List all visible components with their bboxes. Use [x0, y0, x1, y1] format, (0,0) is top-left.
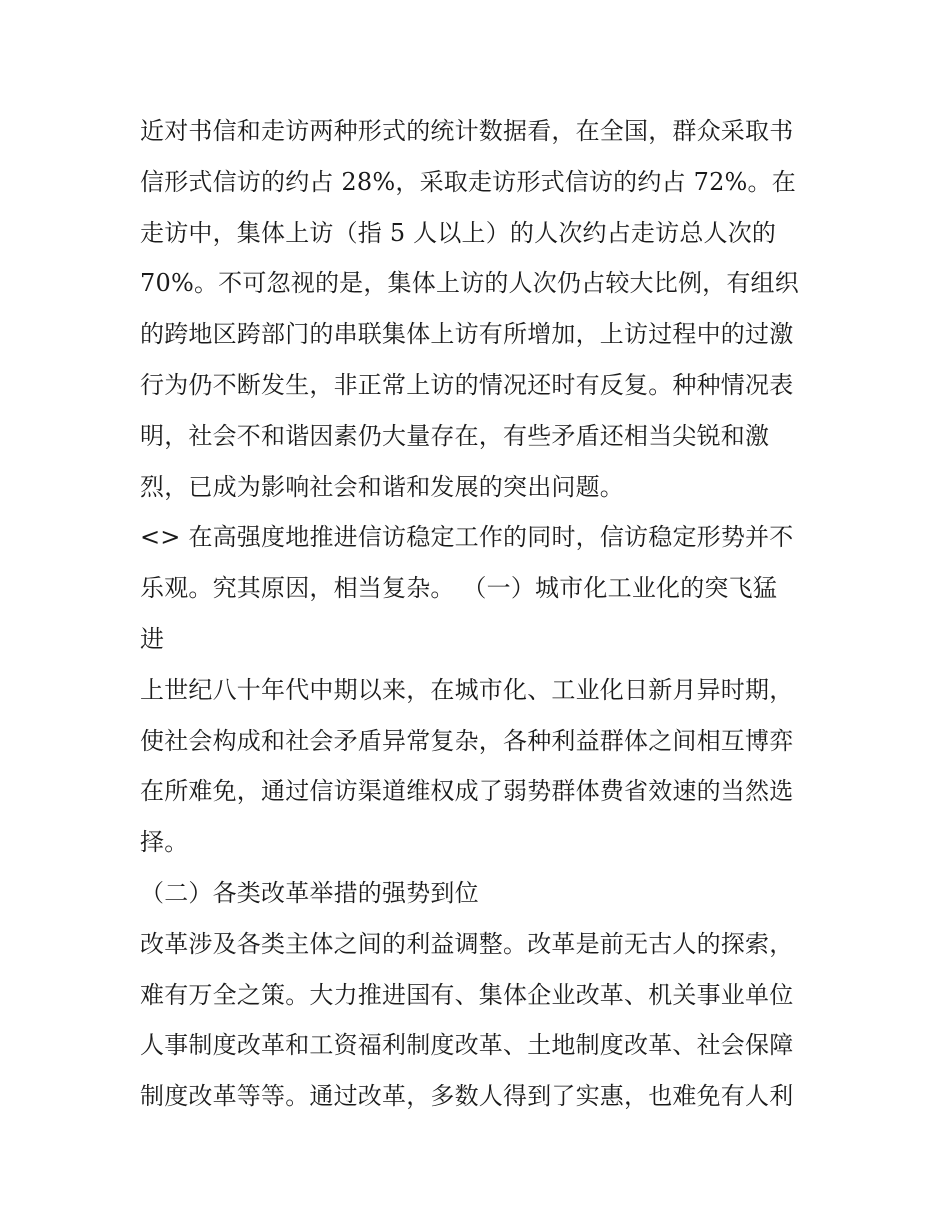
text-line: 使社会构成和社会矛盾异常复杂，各种利益群体之间相互博弈	[140, 726, 794, 755]
text-line: 制度改革等等。通过改革，多数人得到了实惠，也难免有人利	[140, 1082, 794, 1111]
text-line: 在所难免，通过信访渠道维权成了弱势群体费省效速的当然选	[140, 777, 794, 806]
text-line: 近对书信和走访两种形式的统计数据看，在全国，群众采取书	[140, 117, 794, 145]
text-line: 走访中，集体上访（指 5 人以上）的人次约占走访总人次的	[140, 218, 777, 247]
text-line: 进	[140, 624, 165, 653]
text-line: 70%。不可忽视的是，集体上访的人次仍占较大比例，有组织	[140, 269, 799, 298]
text-line: 择。	[140, 828, 189, 857]
text-line: 人事制度改革和工资福利制度改革、土地制度改革、社会保障	[140, 1031, 794, 1060]
document-body	[140, 106, 820, 1122]
text-line: 乐观。究其原因，相当复杂。 （一）城市化工业化的突飞猛	[140, 574, 778, 603]
section-heading: （二）各类改革举措的强势到位	[140, 878, 479, 907]
text-line: 改革涉及各类主体之间的利益调整。改革是前无古人的探索，	[140, 929, 794, 958]
text-line: 行为仍不断发生，非正常上访的情况还时有反复。种种情况表	[140, 370, 794, 399]
text-line: 上世纪八十年代中期以来，在城市化、工业化日新月异时期，	[140, 675, 794, 704]
text-line: 烈，已成为影响社会和谐和发展的突出问题。	[140, 472, 624, 501]
text-line: 明，社会不和谐因素仍大量存在，有些矛盾还相当尖锐和激	[140, 421, 770, 450]
text-line: 信形式信访的约占 28%，采取走访形式信访的约占 72%。在	[140, 167, 796, 196]
text-line: <> 在高强度地推进信访稳定工作的同时，信访稳定形势并不	[140, 523, 794, 552]
text-line: 难有万全之策。大力推进国有、集体企业改革、机关事业单位	[140, 980, 794, 1009]
text-line: 的跨地区跨部门的串联集体上访有所增加，上访过程中的过激	[140, 320, 794, 349]
